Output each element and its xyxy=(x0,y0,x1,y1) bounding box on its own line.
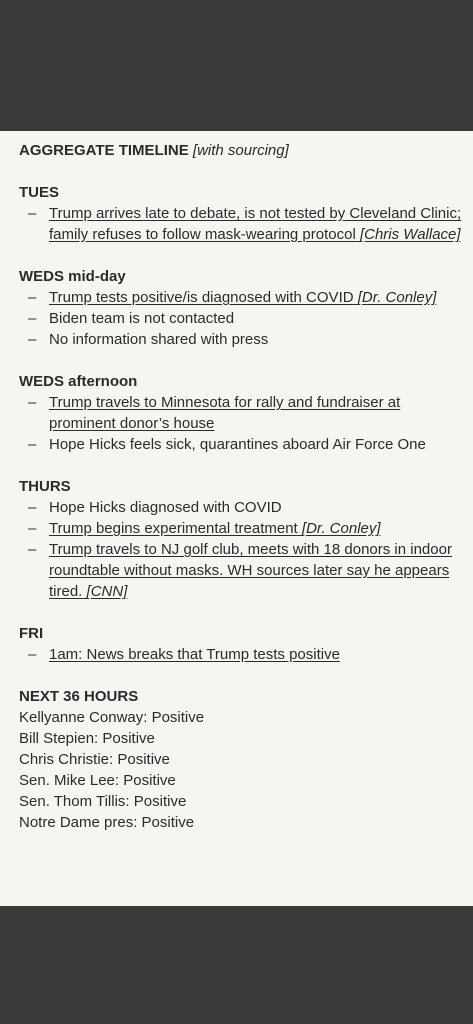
timeline-item-link[interactable] xyxy=(49,289,436,306)
next-36-hours-line: Kellyanne Conway: Positive xyxy=(19,709,205,726)
next-36-hours-line: Sen. Mike Lee: Positive xyxy=(19,772,176,789)
section-title: FRI xyxy=(19,625,44,642)
timeline-item-text: Trump travels to NJ golf club, meets with 18 donors in indoor roundtable without masks. WH sources later say he appears tired. xyxy=(49,541,452,600)
timeline-item-text: 1am: News breaks that Trump tests positive xyxy=(49,646,340,663)
next-36-hours-line: Bill Stepien: Positive xyxy=(19,730,155,747)
bullet-dash-icon: – xyxy=(28,541,37,558)
timeline-section xyxy=(19,371,463,455)
timeline-item-link[interactable] xyxy=(49,394,400,432)
timeline-item-source: [CNN] xyxy=(86,583,128,600)
next-36-hours-line: Sen. Thom Tillis: Positive xyxy=(19,793,187,810)
timeline-item-text: Trump begins experimental treatment xyxy=(49,520,298,537)
timeline-item-text: No information shared with press xyxy=(49,331,269,348)
timeline-item-text: Trump arrives late to debate, is not tested by Cleveland Clinic; family refuses to follow mask-wearing protocol xyxy=(49,205,462,243)
timeline-item-link[interactable] xyxy=(49,541,452,600)
bottom-dark-margin xyxy=(0,906,473,1024)
timeline-item xyxy=(19,497,463,518)
section-title: TUES xyxy=(19,184,60,201)
timeline-item-text: Trump tests positive/is diagnosed with COVID xyxy=(49,289,354,306)
bullet-dash-icon: – xyxy=(28,205,37,222)
timeline-section xyxy=(19,266,463,350)
timeline-item xyxy=(19,539,463,602)
timeline-section xyxy=(19,623,463,665)
timeline-item-source: [Dr. Conley] xyxy=(357,289,437,306)
bullet-dash-icon: – xyxy=(28,310,37,327)
top-dark-margin xyxy=(0,0,473,131)
timeline-title-tag: [with sourcing] xyxy=(192,142,289,159)
section-title-next-36-hours: NEXT 36 HOURS xyxy=(19,688,139,705)
section-item-list xyxy=(19,392,463,455)
timeline-item xyxy=(19,644,463,665)
bullet-dash-icon: – xyxy=(28,646,37,663)
timeline-section xyxy=(19,476,463,602)
section-title: WEDS afternoon xyxy=(19,373,138,390)
bullet-dash-icon: – xyxy=(28,289,37,306)
timeline-item-text: Biden team is not contacted xyxy=(49,310,235,327)
timeline-item-link[interactable] xyxy=(49,205,461,243)
timeline-heading xyxy=(19,140,463,161)
timeline-item xyxy=(19,518,463,539)
section-item-list xyxy=(19,203,463,245)
timeline-item-text-wrap xyxy=(49,499,282,516)
bullet-dash-icon: – xyxy=(28,331,37,348)
next-36-hours-line: Chris Christie: Positive xyxy=(19,751,170,768)
section-item-list xyxy=(19,644,463,665)
note-page xyxy=(0,131,473,906)
timeline-item-text-wrap xyxy=(49,331,268,348)
timeline-item xyxy=(19,287,463,308)
next-36-hours-section xyxy=(19,686,463,833)
section-title: THURS xyxy=(19,478,71,495)
timeline-item-text: Hope Hicks feels sick, quarantines aboard Air Force One xyxy=(49,436,426,453)
next-36-hours-line: Notre Dame pres: Positive xyxy=(19,814,195,831)
bullet-dash-icon: – xyxy=(28,394,37,411)
timeline-item-text-wrap xyxy=(49,436,426,453)
timeline-item-source: [Chris Wallace] xyxy=(359,226,461,243)
timeline-title: AGGREGATE TIMELINE xyxy=(19,142,189,159)
section-item-list xyxy=(19,287,463,350)
timeline-item-link[interactable] xyxy=(49,520,381,537)
bullet-dash-icon: – xyxy=(28,520,37,537)
timeline-item-link[interactable] xyxy=(49,646,340,663)
timeline-item xyxy=(19,308,463,329)
section-item-list xyxy=(19,497,463,602)
timeline-item-source: [Dr. Conley] xyxy=(301,520,381,537)
timeline-item-text: Trump travels to Minnesota for rally and fundraiser at prominent donor’s house xyxy=(49,394,401,432)
bullet-dash-icon: – xyxy=(28,499,37,516)
timeline-sections xyxy=(19,182,463,665)
timeline-item-text: Hope Hicks diagnosed with COVID xyxy=(49,499,282,516)
bullet-dash-icon: – xyxy=(28,436,37,453)
timeline-item xyxy=(19,434,463,455)
timeline-item xyxy=(19,392,463,434)
timeline-item xyxy=(19,329,463,350)
timeline-section xyxy=(19,182,463,245)
timeline-item xyxy=(19,203,463,245)
next-36-hours-list xyxy=(19,707,463,833)
timeline-item-text-wrap xyxy=(49,310,234,327)
section-title: WEDS mid-day xyxy=(19,268,126,285)
